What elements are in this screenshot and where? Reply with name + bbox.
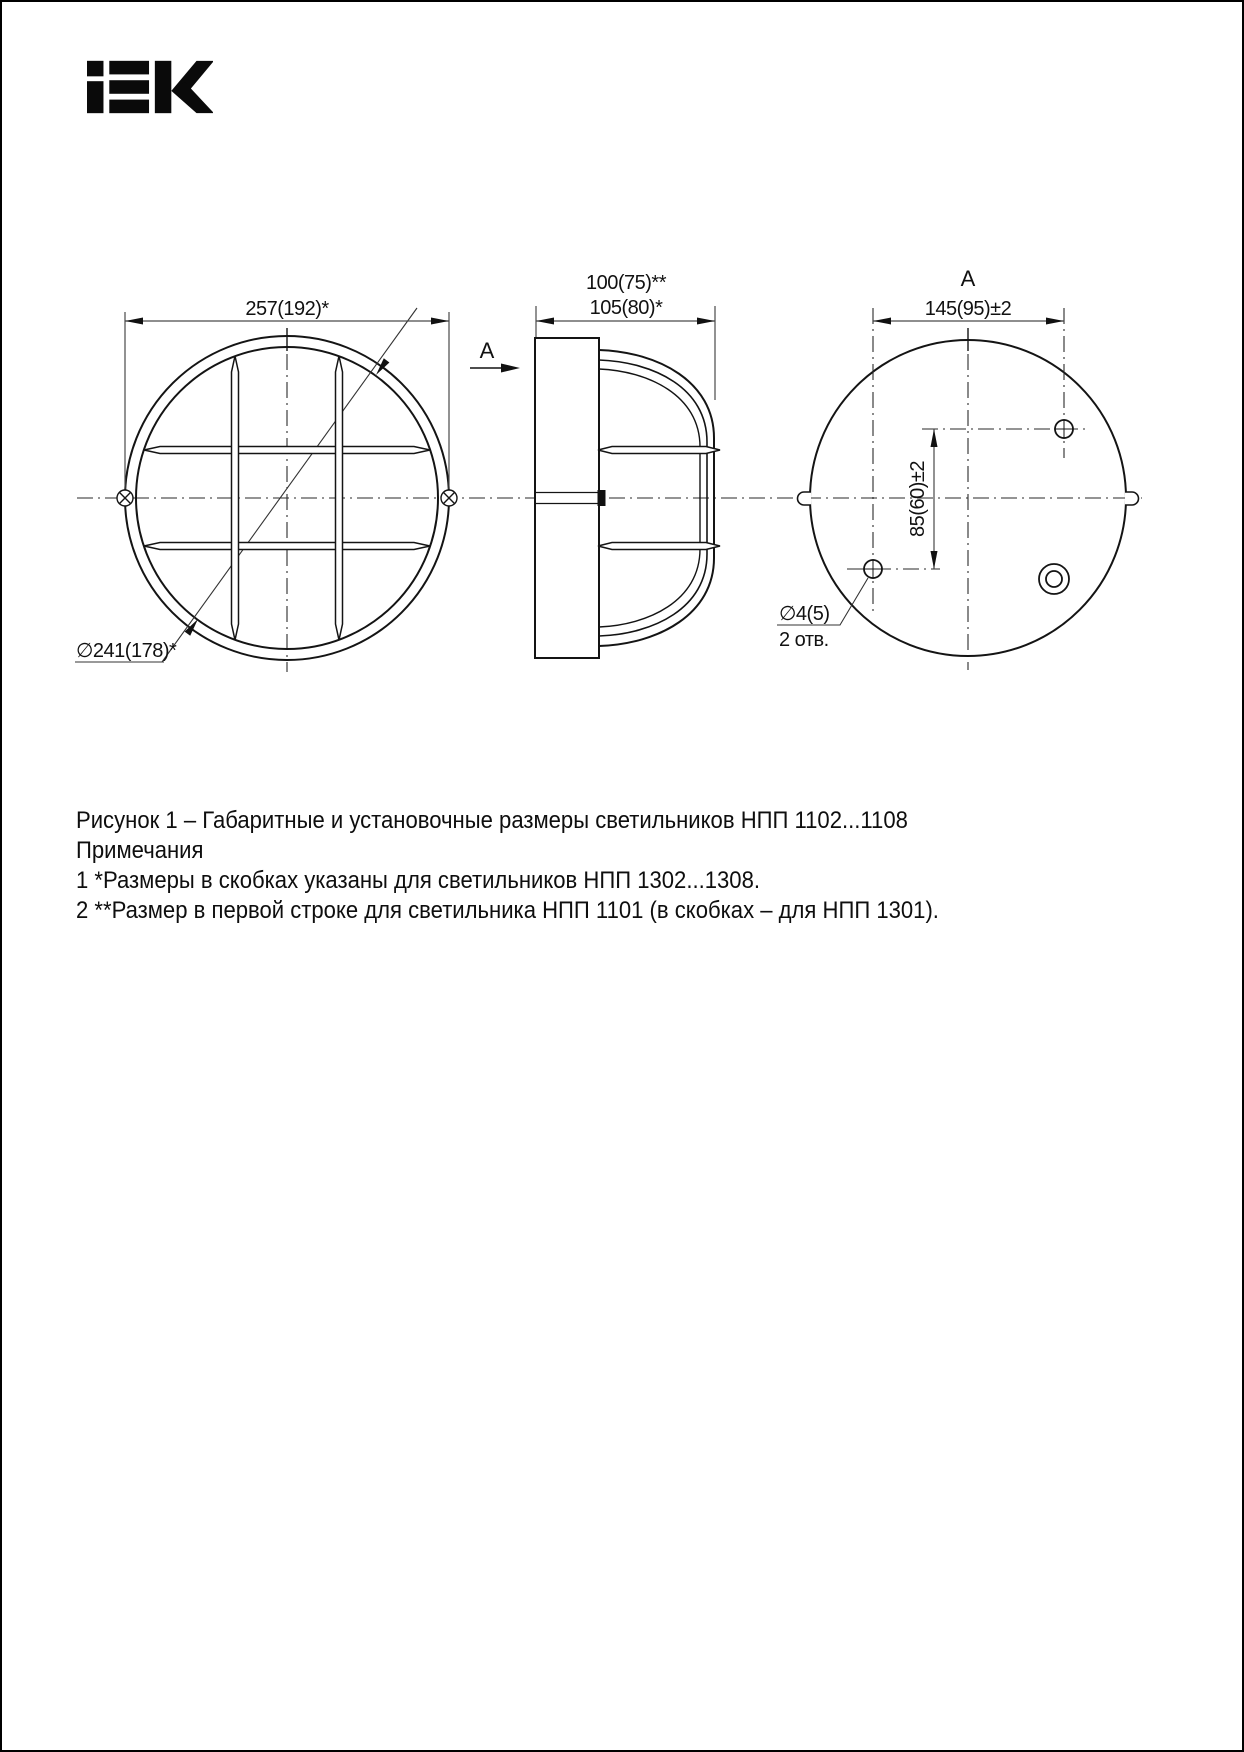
dim-arrow: [697, 318, 715, 325]
dim-arrow: [931, 551, 938, 569]
dim-arrow: [931, 429, 938, 447]
back-view-letter: А: [960, 266, 976, 291]
dim-arrow: [1046, 318, 1064, 325]
dim-arrow: [125, 318, 143, 325]
side-depth-dim-label-1: 100(75)**: [585, 272, 667, 294]
front-diameter-label: ∅241(178)*: [76, 640, 177, 662]
figure-caption: Рисунок 1 – Габаритные и установочные размеры светильников НПП 1102...1108: [76, 807, 908, 834]
figure-caption-block: [76, 806, 1186, 926]
note-1: 1 *Размеры в скобках указаны для светильников НПП 1302...1308.: [76, 867, 761, 894]
side-screw-left: [117, 490, 133, 506]
hole-spacing-h-label: 145(95)±2: [924, 298, 1012, 320]
hole-dia-label: ∅4(5): [779, 603, 830, 625]
side-depth-dim-label-2: 105(80)*: [589, 297, 663, 319]
hole-count-label: 2 отв.: [779, 629, 829, 651]
front-view: [75, 308, 457, 672]
dim-arrow: [536, 318, 554, 325]
front-width-dim-label: 257(192)*: [245, 298, 329, 320]
dim-arrow: [873, 318, 891, 325]
note-2: 2 **Размер в первой строке для светильника НПП 1101 (в скобках – для НПП 1301).: [76, 897, 939, 924]
view-arrow-letter: А: [479, 338, 495, 363]
hole-spacing-v-label: 85(60)±2: [907, 461, 929, 537]
view-direction-arrow: [501, 364, 520, 373]
dim-arrow: [431, 318, 449, 325]
leader-arrow: [376, 358, 389, 375]
mounting-hole-upper: [1054, 419, 1074, 439]
back-view: [777, 308, 1139, 670]
cable-entry: [1039, 564, 1069, 594]
notes-title: Примечания: [76, 837, 204, 864]
hole-axis-lines: [847, 308, 1087, 612]
mounting-hole-lower: [863, 559, 883, 579]
side-view: [470, 306, 720, 658]
technical-drawing: [2, 2, 1244, 772]
side-screw-right: [441, 490, 457, 506]
